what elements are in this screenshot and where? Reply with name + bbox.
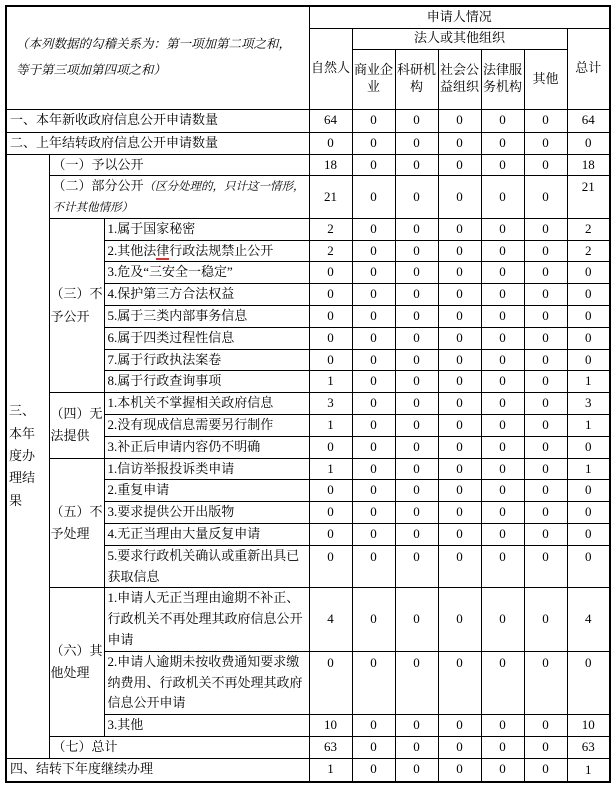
value-cell: 0 (395, 109, 438, 132)
value-cell: 0 (438, 758, 481, 781)
value-cell: 0 (567, 327, 610, 349)
value-cell: 0 (352, 349, 395, 371)
value-cell: 0 (524, 458, 567, 480)
value-cell: 0 (481, 393, 524, 415)
value-cell: 0 (309, 349, 352, 371)
value-cell: 2 (309, 240, 352, 262)
value-cell: 0 (524, 240, 567, 262)
value-cell: 0 (395, 218, 438, 240)
group-label-not-processed: （五）不予处理 (49, 458, 104, 588)
value-cell: 0 (524, 651, 567, 714)
row-label: 3.补正后申请内容仍不明确 (104, 436, 309, 458)
value-cell: 0 (438, 545, 481, 588)
row-label: 6.属于四类过程性信息 (104, 327, 309, 349)
value-cell: 0 (309, 545, 352, 588)
value-cell: 0 (438, 393, 481, 415)
value-cell: 0 (481, 284, 524, 306)
value-cell: 1 (309, 458, 352, 480)
value-cell: 63 (309, 737, 352, 759)
value-cell: 0 (352, 371, 395, 393)
value-cell: 0 (438, 715, 481, 737)
value-cell: 0 (524, 262, 567, 284)
value-cell: 0 (567, 436, 610, 458)
value-cell: 0 (395, 154, 438, 176)
value-cell: 0 (438, 651, 481, 714)
value-cell: 0 (438, 306, 481, 328)
header-natural-person: 自然人 (309, 28, 352, 109)
value-cell: 0 (524, 154, 567, 176)
table-row (6, 176, 610, 219)
value-cell: 0 (395, 524, 438, 546)
value-cell: 0 (352, 588, 395, 651)
value-cell: 0 (524, 176, 567, 219)
value-cell: 0 (395, 436, 438, 458)
value-cell: 0 (438, 458, 481, 480)
row-label: 3.其他 (104, 715, 309, 737)
row-label: 二、上年结转政府信息公开申请数量 (6, 132, 309, 154)
table-row (6, 218, 610, 240)
value-cell: 0 (352, 651, 395, 714)
value-cell: 0 (567, 284, 610, 306)
value-cell: 0 (524, 218, 567, 240)
header-org-other: 其他 (524, 49, 567, 109)
header-legal-org: 法人或其他组织 (352, 28, 567, 49)
row-label: 5.要求行政机关确认或重新出具已获取信息 (104, 545, 309, 588)
value-cell: 0 (524, 588, 567, 651)
value-cell: 0 (524, 109, 567, 132)
value-cell: 0 (524, 284, 567, 306)
value-cell: 0 (309, 284, 352, 306)
value-cell: 0 (481, 109, 524, 132)
group-label-not-disclosed: （三）不予公开 (49, 218, 104, 392)
value-cell: 0 (309, 436, 352, 458)
note-cell: （本列数据的勾稽关系为：第一项加第二项之和，等于第三项加第四项之和） (6, 6, 309, 109)
value-cell: 0 (524, 371, 567, 393)
value-cell: 0 (309, 132, 352, 154)
value-cell: 0 (438, 132, 481, 154)
value-cell: 1 (567, 758, 610, 781)
header-org-legal-service: 法律服务机构 (481, 49, 524, 109)
value-cell: 0 (352, 240, 395, 262)
value-cell: 0 (352, 758, 395, 781)
value-cell: 0 (567, 545, 610, 588)
value-cell: 0 (481, 415, 524, 437)
value-cell: 0 (438, 262, 481, 284)
value-cell: 0 (524, 502, 567, 524)
value-cell: 0 (524, 715, 567, 737)
value-cell: 4 (567, 588, 610, 651)
value-cell: 0 (352, 176, 395, 219)
value-cell: 0 (481, 262, 524, 284)
value-cell: 0 (395, 415, 438, 437)
row-label: 8.属于行政查询事项 (104, 371, 309, 393)
value-cell: 0 (438, 284, 481, 306)
value-cell: 3 (309, 393, 352, 415)
value-cell: 0 (524, 327, 567, 349)
value-cell: 0 (352, 545, 395, 588)
value-cell: 0 (352, 109, 395, 132)
table-row (6, 458, 610, 480)
row-label: 3.要求提供公开出版物 (104, 502, 309, 524)
value-cell: 0 (524, 436, 567, 458)
value-cell: 1 (309, 758, 352, 781)
value-cell: 2 (567, 218, 610, 240)
value-cell: 0 (352, 306, 395, 328)
value-cell: 0 (395, 393, 438, 415)
value-cell: 4 (309, 588, 352, 651)
value-cell: 0 (395, 715, 438, 737)
value-cell: 64 (309, 109, 352, 132)
row-label: 一、本年新收政府信息公开申请数量 (6, 109, 309, 132)
row-label: 2.申请人逾期未按收费通知要求缴纳费用、行政机关不再处理其政府信息公开申请 (104, 651, 309, 714)
value-cell: 0 (481, 651, 524, 714)
group-label-unable-to-provide: （四）无法提供 (49, 393, 104, 458)
value-cell: 0 (395, 240, 438, 262)
group-label-other-handling: （六）其他处理 (49, 588, 104, 737)
value-cell: 0 (438, 436, 481, 458)
value-cell: 0 (395, 737, 438, 759)
header-total: 总计 (567, 28, 610, 109)
value-cell: 0 (309, 262, 352, 284)
row-label: 4.无正当理由大量反复申请 (104, 524, 309, 546)
value-cell: 18 (567, 154, 610, 176)
row-label-part: 2.其他法 (107, 242, 157, 258)
value-cell: 3 (567, 393, 610, 415)
value-cell: 21 (567, 176, 610, 219)
value-cell: 0 (352, 502, 395, 524)
table-row (6, 737, 610, 759)
value-cell: 0 (352, 327, 395, 349)
value-cell: 0 (352, 154, 395, 176)
value-cell: 0 (395, 176, 438, 219)
value-cell: 0 (481, 154, 524, 176)
value-cell: 0 (524, 306, 567, 328)
value-cell: 0 (524, 132, 567, 154)
value-cell: 0 (524, 524, 567, 546)
value-cell: 0 (352, 715, 395, 737)
value-cell: 0 (481, 458, 524, 480)
value-cell: 0 (352, 393, 395, 415)
value-cell: 2 (567, 240, 610, 262)
value-cell: 0 (481, 715, 524, 737)
value-cell: 0 (309, 651, 352, 714)
value-cell: 0 (352, 737, 395, 759)
value-cell: 0 (395, 262, 438, 284)
value-cell: 0 (481, 218, 524, 240)
row-label: 1.本机关不掌握相关政府信息 (104, 393, 309, 415)
value-cell: 0 (395, 371, 438, 393)
value-cell: 1 (567, 415, 610, 437)
value-cell: 2 (309, 218, 352, 240)
value-cell: 1 (309, 371, 352, 393)
value-cell: 0 (438, 349, 481, 371)
value-cell: 0 (481, 502, 524, 524)
value-cell: 0 (438, 588, 481, 651)
value-cell: 0 (481, 306, 524, 328)
table-row (6, 588, 610, 651)
row-label: 5.属于三类内部事务信息 (104, 306, 309, 328)
value-cell: 0 (309, 480, 352, 502)
value-cell: 0 (524, 393, 567, 415)
value-cell: 0 (567, 502, 610, 524)
row-label-note: （区分处理的，只计这一情形，不计其他情形） (52, 181, 305, 215)
table-row (6, 758, 610, 781)
value-cell: 0 (481, 371, 524, 393)
value-cell: 0 (567, 651, 610, 714)
value-cell: 0 (567, 524, 610, 546)
row-label: 1.信访举报投诉类申请 (104, 458, 309, 480)
header-org-social-welfare: 社会公益组织 (438, 49, 481, 109)
value-cell: 0 (395, 545, 438, 588)
value-cell: 10 (567, 715, 610, 737)
value-cell: 0 (352, 284, 395, 306)
value-cell: 0 (438, 371, 481, 393)
value-cell: 1 (309, 415, 352, 437)
value-cell: 0 (481, 588, 524, 651)
spellcheck-underline: 律 (156, 242, 170, 258)
value-cell: 0 (438, 176, 481, 219)
value-cell: 0 (352, 458, 395, 480)
value-cell: 0 (395, 588, 438, 651)
value-cell: 0 (481, 737, 524, 759)
value-cell: 0 (567, 262, 610, 284)
disclosure-stats-table (5, 5, 611, 783)
header-org-business: 商业企业 (352, 49, 395, 109)
value-cell: 0 (309, 306, 352, 328)
value-cell: 0 (352, 524, 395, 546)
value-cell: 1 (567, 371, 610, 393)
value-cell: 0 (438, 109, 481, 132)
row-label: （七）总计 (49, 737, 309, 759)
table-row (6, 132, 610, 154)
value-cell: 0 (395, 502, 438, 524)
value-cell: 21 (309, 176, 352, 219)
value-cell: 18 (309, 154, 352, 176)
section-label-year-results: 三、本年度办理结果 (6, 154, 49, 758)
value-cell: 0 (395, 480, 438, 502)
row-label: 1.属于国家秘密 (104, 218, 309, 240)
value-cell: 0 (524, 758, 567, 781)
value-cell: 0 (567, 349, 610, 371)
value-cell: 0 (481, 758, 524, 781)
row-label: 四、结转下年度继续办理 (6, 758, 309, 781)
value-cell: 0 (481, 176, 524, 219)
value-cell: 0 (524, 545, 567, 588)
value-cell: 1 (567, 458, 610, 480)
value-cell: 64 (567, 109, 610, 132)
value-cell: 0 (524, 415, 567, 437)
value-cell: 0 (309, 327, 352, 349)
header-org-research: 科研机构 (395, 49, 438, 109)
value-cell: 0 (567, 306, 610, 328)
header-row-1 (6, 6, 610, 28)
value-cell: 0 (352, 218, 395, 240)
value-cell: 0 (524, 480, 567, 502)
row-label: 2.没有现成信息需要另行制作 (104, 415, 309, 437)
value-cell: 0 (395, 349, 438, 371)
table-row (6, 109, 610, 132)
row-label: 3.危及“三安全一稳定” (104, 262, 309, 284)
table-row (6, 393, 610, 415)
value-cell: 0 (438, 524, 481, 546)
value-cell: 0 (481, 349, 524, 371)
value-cell: 0 (438, 218, 481, 240)
value-cell: 0 (395, 306, 438, 328)
value-cell: 0 (438, 502, 481, 524)
value-cell: 0 (481, 436, 524, 458)
value-cell: 0 (438, 737, 481, 759)
row-label: 4.保护第三方合法权益 (104, 284, 309, 306)
value-cell: 0 (352, 262, 395, 284)
value-cell: 0 (395, 284, 438, 306)
value-cell: 0 (481, 480, 524, 502)
value-cell: 0 (395, 132, 438, 154)
row-label: 2.重复申请 (104, 480, 309, 502)
value-cell: 0 (352, 132, 395, 154)
value-cell: 0 (395, 327, 438, 349)
value-cell: 0 (481, 132, 524, 154)
value-cell: 0 (438, 154, 481, 176)
value-cell: 0 (309, 502, 352, 524)
row-label (49, 176, 309, 219)
value-cell: 0 (352, 480, 395, 502)
value-cell: 0 (481, 524, 524, 546)
row-label (104, 240, 309, 262)
value-cell: 63 (567, 737, 610, 759)
header-applicant-status: 申请人情况 (309, 6, 610, 28)
value-cell: 0 (438, 415, 481, 437)
row-label-part: 行政法规禁止公开 (169, 242, 274, 258)
value-cell: 0 (438, 240, 481, 262)
value-cell: 0 (395, 651, 438, 714)
value-cell: 0 (352, 415, 395, 437)
value-cell: 0 (567, 132, 610, 154)
row-label: （一）予以公开 (49, 154, 309, 176)
value-cell: 0 (567, 480, 610, 502)
value-cell: 0 (438, 327, 481, 349)
row-label-main: （二）部分公开 (52, 178, 144, 194)
value-cell: 0 (395, 758, 438, 781)
value-cell: 10 (309, 715, 352, 737)
value-cell: 0 (395, 458, 438, 480)
value-cell: 0 (524, 737, 567, 759)
value-cell: 0 (481, 327, 524, 349)
value-cell: 0 (481, 545, 524, 588)
value-cell: 0 (524, 349, 567, 371)
row-label: 1.申请人无正当理由逾期不补正、行政机关不再处理其政府信息公开申请 (104, 588, 309, 651)
row-label: 7.属于行政执法案卷 (104, 349, 309, 371)
value-cell: 0 (352, 436, 395, 458)
table-row (6, 154, 610, 176)
value-cell: 0 (481, 240, 524, 262)
value-cell: 0 (438, 480, 481, 502)
value-cell: 0 (309, 524, 352, 546)
